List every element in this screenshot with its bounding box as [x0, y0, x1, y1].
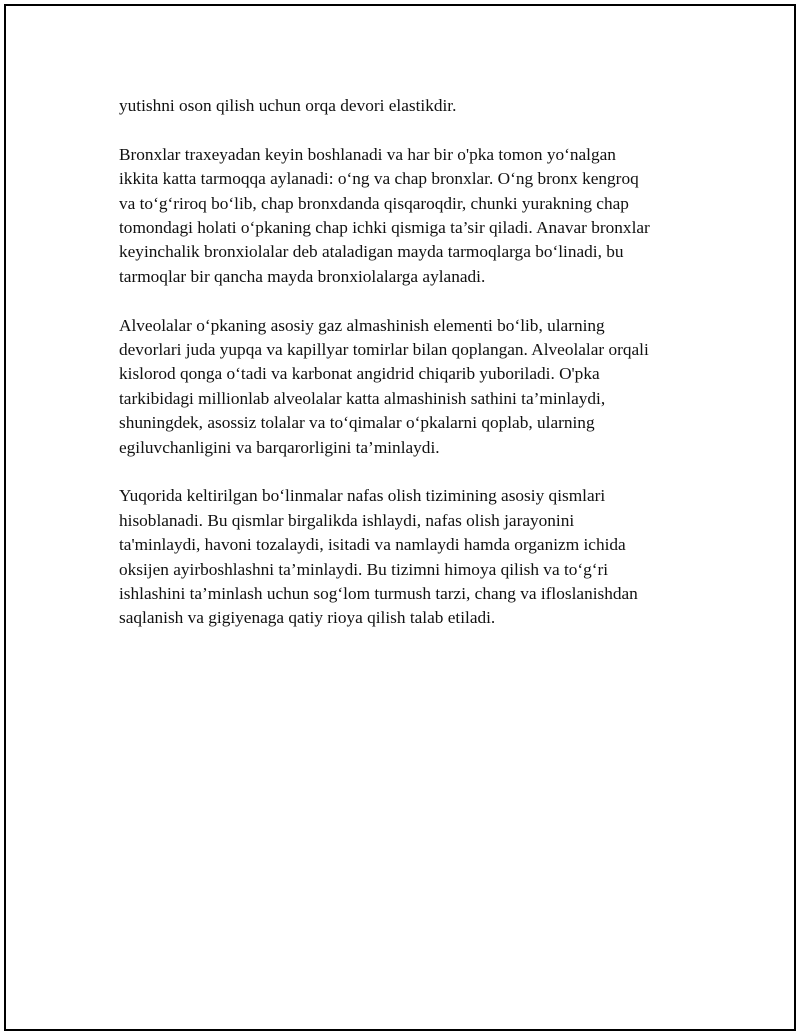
- paragraph-1: [119, 94, 694, 118]
- text-line: saqlanish va gigiyenaga qatiy rioya qilish talab etiladi.: [119, 608, 496, 628]
- text-line: devorlari juda yupqa va kapillyar tomirlar bilan qoplangan. Alveolalar orqali: [119, 340, 649, 360]
- paragraph-3: [119, 314, 694, 460]
- text-line: egiluvchanligini va barqarorligini ta’minlaydi.: [119, 437, 440, 457]
- text-line: tomondagi holati o‘pkaning chap ichki qismiga ta’sir qiladi. Anavar bronxlar: [119, 218, 650, 238]
- text-line: oksijen ayirboshlashni ta’minlaydi. Bu tizimni himoya qilish va to‘g‘ri: [119, 559, 609, 579]
- paragraph-4: [119, 484, 694, 630]
- document-page: [4, 4, 796, 1031]
- text-line: ikkita katta tarmoqqa aylanadi: o‘ng va chap bronxlar. O‘ng bronx kengroq: [119, 169, 639, 189]
- text-line: keyinchalik bronxiolalar deb ataladigan mayda tarmoqlarga bo‘linadi, bu: [119, 242, 624, 262]
- text-line: va to‘g‘riroq bo‘lib, chap bronxdanda qisqaroqdir, chunki yurakning chap: [119, 193, 629, 213]
- text-line: shuningdek, asossiz tolalar va to‘qimalar o‘pkalarni qoplab, ularning: [119, 413, 595, 433]
- text-line: tarmoqlar bir qancha mayda bronxiolalarga aylanadi.: [119, 266, 486, 286]
- text-line: yutishni oson qilish uchun orqa devori elastikdir.: [119, 96, 457, 115]
- text-line: ishlashini ta’minlash uchun sog‘lom turmush tarzi, chang va ifloslanishdan: [119, 584, 638, 604]
- paragraph-2: [119, 143, 694, 289]
- text-line: Yuqorida keltirilgan bo‘linmalar nafas olish tizimining asosiy qismlari: [119, 486, 606, 506]
- text-line: ta'minlaydi, havoni tozalaydi, isitadi va namlaydi hamda organizm ichida: [119, 535, 626, 555]
- text-line: hisoblanadi. Bu qismlar birgalikda ishlaydi, nafas olish jarayonini: [119, 510, 575, 530]
- document-body: [119, 94, 694, 655]
- text-line: Bronxlar traxeyadan keyin boshlanadi va har bir o'pka tomon yo‘nalgan: [119, 144, 616, 164]
- text-line: kislorod qonga o‘tadi va karbonat angidrid chiqarib yuboriladi. O'pka: [119, 364, 600, 384]
- text-line: tarkibidagi millionlab alveolalar katta almashinish sathini ta’minlaydi,: [119, 388, 606, 408]
- text-line: Alveolalar o‘pkaning asosiy gaz almashinish elementi bo‘lib, ularning: [119, 315, 605, 335]
